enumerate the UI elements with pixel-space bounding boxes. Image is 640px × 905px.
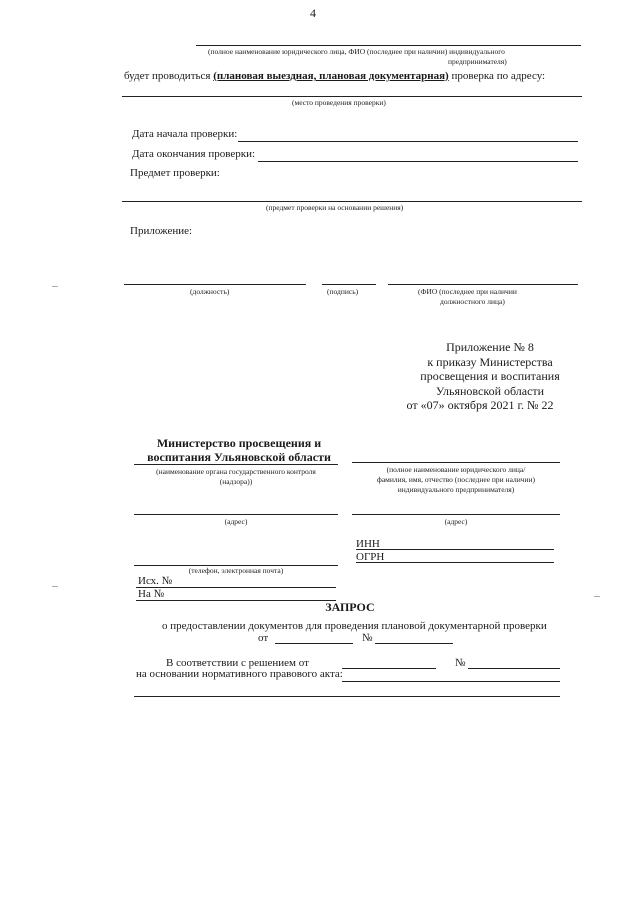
attachment-label: Приложение: bbox=[130, 225, 193, 237]
page-number: 4 bbox=[310, 6, 316, 20]
appendix-line-5: от «07» октября 2021 г. № 22 bbox=[406, 398, 554, 412]
inn-line bbox=[356, 549, 554, 550]
scan-mark bbox=[52, 286, 58, 287]
recipient-caption-1: (полное наименование юридического лица/ bbox=[386, 465, 526, 474]
end-date-label: Дата окончания проверки: bbox=[132, 148, 256, 160]
ogrn-line bbox=[356, 562, 554, 563]
fio-caption-1: (ФИО (последнее при наличии bbox=[418, 287, 517, 296]
org-caption bbox=[134, 467, 338, 487]
request-number-label: № bbox=[362, 632, 373, 644]
position-line bbox=[124, 284, 306, 285]
recipient-caption bbox=[350, 465, 562, 495]
org-name-line-2: воспитания Ульяновской области bbox=[147, 450, 331, 464]
org-caption-2: (надзора)) bbox=[219, 477, 253, 486]
request-number-line bbox=[375, 643, 453, 644]
inspection-sentence bbox=[124, 70, 545, 82]
fio-caption-2: должностного лица) bbox=[440, 297, 505, 306]
recipient-line bbox=[352, 462, 560, 463]
org-line bbox=[134, 464, 338, 465]
start-date-label: Дата начала проверки: bbox=[132, 128, 238, 140]
sentence-start: будет проводиться bbox=[124, 70, 211, 82]
entity-caption: (полное наименование юридического лица, ФИО (последнее при наличии) индивидуального bbox=[208, 47, 505, 56]
scan-mark bbox=[52, 586, 58, 587]
org-address-line bbox=[134, 514, 338, 515]
request-title: ЗАПРОС bbox=[325, 600, 375, 614]
outgoing-line bbox=[136, 587, 336, 588]
decision-text: В соответствии с решением от bbox=[166, 657, 309, 669]
appendix-block bbox=[390, 340, 570, 413]
org-name-line-1: Министерство просвещения и bbox=[156, 436, 322, 450]
entity-name-line bbox=[196, 45, 581, 46]
subject-label: Предмет проверки: bbox=[130, 167, 220, 179]
start-date-line bbox=[238, 141, 578, 142]
appendix-line-4: Ульяновской области bbox=[435, 383, 545, 398]
org-name bbox=[136, 436, 342, 464]
sentence-end: проверка по адресу: bbox=[451, 70, 546, 82]
place-caption: (место проведения проверки) bbox=[292, 98, 386, 107]
scan-mark bbox=[594, 596, 600, 597]
sign-caption: (подпись) bbox=[327, 287, 359, 296]
org-contact-caption: (телефон, электронная почта) bbox=[188, 566, 284, 575]
recipient-address-caption: (адрес) bbox=[444, 517, 468, 526]
ogrn-label: ОГРН bbox=[356, 551, 385, 563]
subject-caption: (предмет проверки на основании решения) bbox=[266, 203, 404, 212]
request-from-label: от bbox=[258, 632, 269, 644]
recipient-caption-3: индивидуального предпринимателя) bbox=[397, 485, 515, 494]
org-address-caption: (адрес) bbox=[224, 517, 248, 526]
position-caption: (должность) bbox=[190, 287, 230, 296]
request-date-line bbox=[275, 643, 353, 644]
inn-label: ИНН bbox=[356, 538, 380, 550]
inspection-type: (плановая выездная, плановая документарная) bbox=[213, 70, 449, 82]
recipient-address-line bbox=[352, 514, 560, 515]
request-subtitle: о предоставлении документов для проведения плановой документарной проверки bbox=[162, 620, 547, 632]
subject-line bbox=[122, 201, 582, 202]
appendix-line-1: Приложение № 8 bbox=[446, 340, 534, 354]
place-line bbox=[122, 96, 582, 97]
sign-line bbox=[322, 284, 376, 285]
end-date-line bbox=[258, 161, 578, 162]
entity-caption-cont: предпринимателя) bbox=[448, 57, 507, 66]
org-caption-1: (наименование органа государственного контроля bbox=[156, 467, 316, 476]
basis-line bbox=[342, 681, 560, 682]
outgoing-label: Исх. № bbox=[138, 575, 173, 587]
decision-date-line bbox=[342, 668, 436, 669]
decision-number-line bbox=[468, 668, 560, 669]
recipient-caption-2: фамилия, имя, отчество (последнее при наличии) bbox=[376, 475, 536, 484]
decision-number-label: № bbox=[455, 657, 466, 669]
basis-line-2 bbox=[134, 696, 560, 697]
appendix-line-3: просвещения и воспитания bbox=[420, 369, 560, 383]
on-number-label: На № bbox=[138, 588, 165, 600]
fio-line bbox=[388, 284, 578, 285]
appendix-line-2: к приказу Министерства bbox=[427, 354, 553, 369]
basis-text: на основании нормативного правового акта: bbox=[136, 668, 343, 680]
